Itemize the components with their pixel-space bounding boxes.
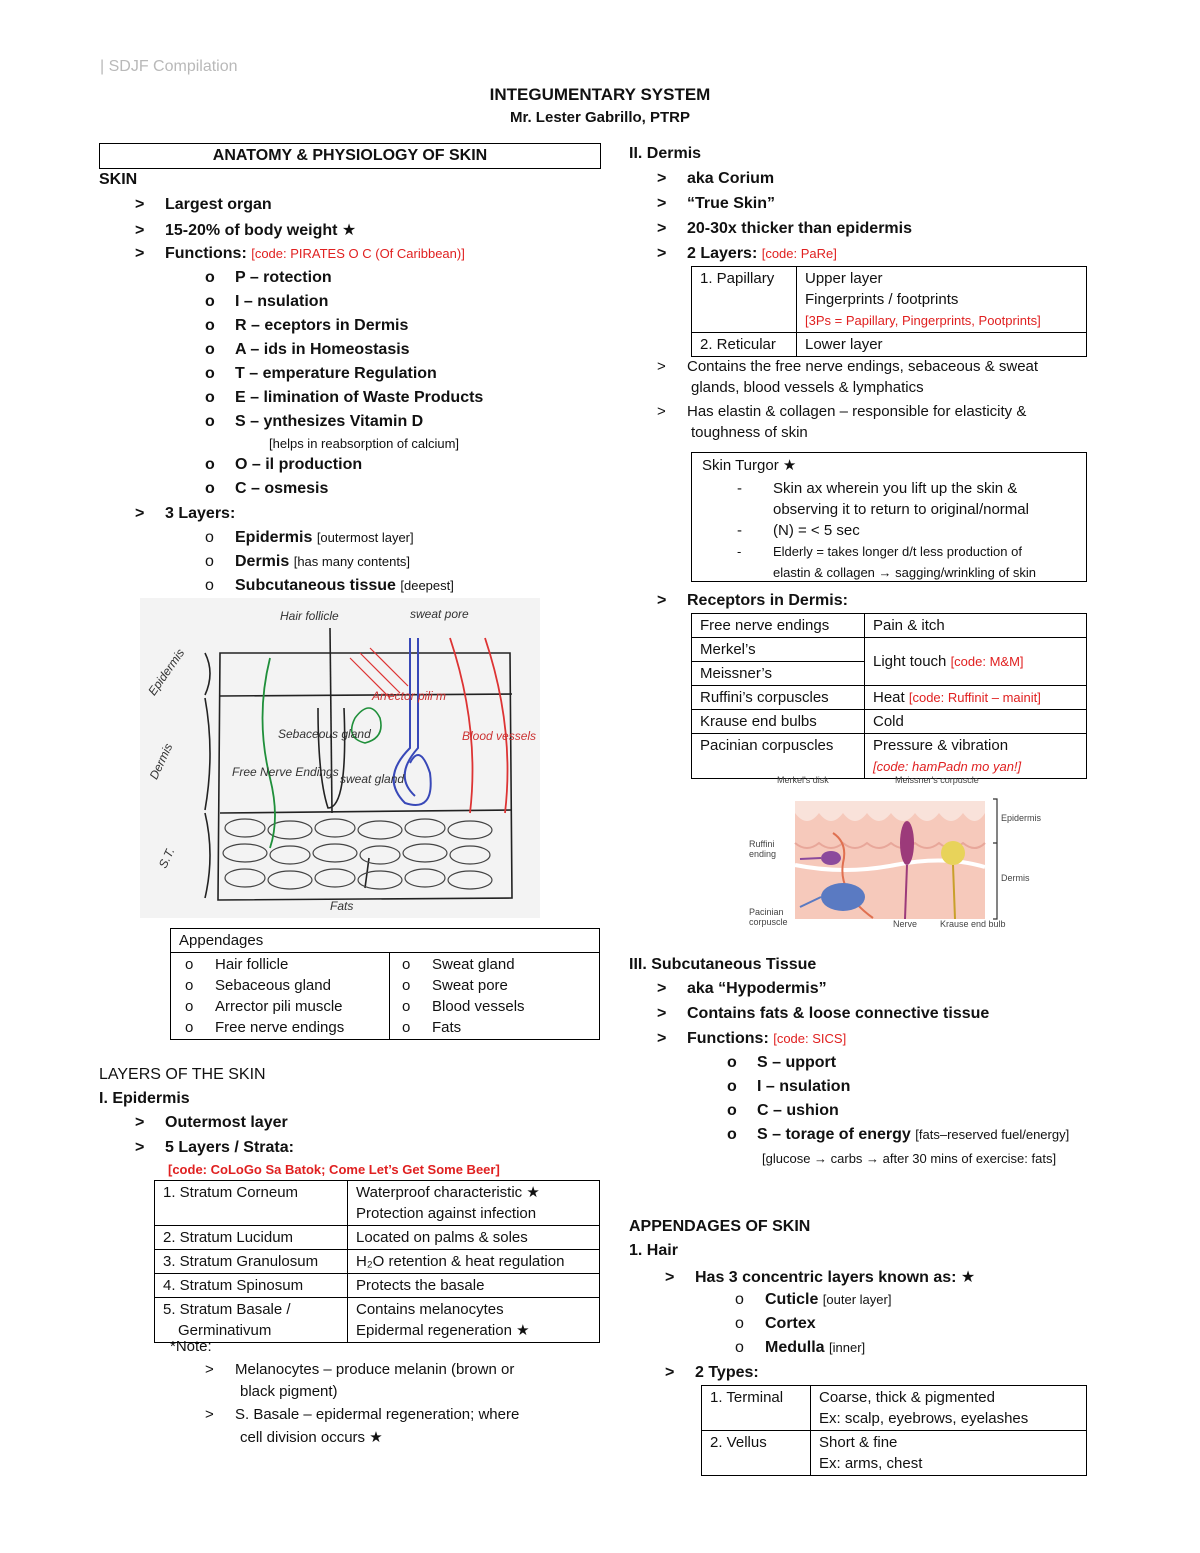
layers-heading: LAYERS OF THE SKIN [99, 1066, 266, 1083]
stratum-name: 4. Stratum Spinosum [155, 1274, 348, 1298]
hair-layer: o Medulla [inner] [735, 1339, 866, 1356]
skin-turgor-box [691, 452, 1087, 582]
function-item: o C – osmesis [205, 480, 329, 497]
note-label: *Note: [170, 1338, 212, 1355]
diagram2-label: corpuscle [749, 917, 788, 927]
layer-item: o Epidermis [outermost layer] [205, 529, 414, 546]
receptor-func: Pain & itch [865, 614, 1087, 638]
note-item: black pigment) [240, 1383, 338, 1400]
receptor-name: Meissner’s [692, 662, 865, 686]
receptors-diagram [745, 773, 1065, 933]
diagram2-label: Pacinian [749, 907, 784, 917]
dermis-point: > aka Corium [657, 170, 775, 187]
papillary-name: 1. Papillary [692, 267, 797, 333]
note-item: > Melanocytes – produce melanin (brown or [205, 1361, 515, 1378]
dermis-layers-label: > 2 Layers: [code: PaRe] [657, 245, 837, 262]
diagram2-label: Ruffini [749, 839, 775, 849]
function-item: o O – il production [205, 456, 363, 473]
epi-point: > 5 Layers / Strata: [135, 1139, 294, 1156]
receptor-name: Krause end bulbs [692, 710, 865, 734]
epi-point: > Outermost layer [135, 1114, 288, 1131]
skin-point: > Largest organ [135, 196, 272, 213]
hair-layer: o Cuticle [outer layer] [735, 1291, 892, 1308]
diagram2-label: Nerve [893, 919, 918, 929]
diagram2-label: Dermis [1001, 873, 1030, 883]
diagram-label: Epidermis [145, 646, 188, 698]
diagram2-label: Krause end bulb [940, 919, 1006, 929]
function-item: o I – nsulation [205, 293, 329, 310]
hair-types-table [701, 1385, 1087, 1476]
stratum-name: 5. Stratum Basale / Germinativum [155, 1298, 348, 1343]
receptor-func: Cold [865, 710, 1087, 734]
strata-code: [code: CoLoGo Sa Batok; Come Let’s Get Some Beer] [168, 1162, 500, 1177]
layer-item: o Dermis [has many contents] [205, 553, 411, 570]
stratum-name: 1. Stratum Corneum [155, 1181, 348, 1226]
layers-label: > 3 Layers: [135, 505, 236, 522]
skin-functions: > Functions: [code: PIRATES O C (Of Caribbean)] [135, 245, 465, 262]
dermis-layers-table [691, 266, 1087, 357]
subq-functions: > Functions: [code: SICS] [657, 1030, 847, 1047]
diagram2-label: Merkel's disk [777, 775, 829, 785]
skin-layers-diagram [140, 598, 540, 918]
hair-type-name: 1. Terminal [702, 1386, 811, 1431]
dermis-point: > “True Skin” [657, 195, 776, 212]
function-item: o S – ynthesizes Vitamin D [205, 413, 424, 430]
stratum-desc: H₂O retention & heat regulation [348, 1250, 600, 1274]
stratum-desc: Protects the basale [348, 1274, 600, 1298]
function-item: o P – rotection [205, 269, 332, 286]
appendages-left: o Hair follicle o Sebaceous gland o Arrector pili muscle o Free nerve endings [171, 953, 390, 1040]
dermis-point: > 20-30x thicker than epidermis [657, 220, 912, 237]
hair-layer: o Cortex [735, 1315, 816, 1332]
hair-type-desc: Short & fine Ex: arms, chest [811, 1431, 1087, 1476]
turgor-item: - Skin ax wherein you lift up the skin & [737, 480, 1018, 497]
note-item: cell division occurs ★ [240, 1429, 383, 1446]
receptor-func: Heat [code: Ruffinit – mainit] [865, 686, 1087, 710]
receptors-label: > Receptors in Dermis: [657, 592, 848, 609]
header-tag: | SDJF Compilation [100, 58, 238, 75]
diagram2-label: ending [749, 849, 777, 859]
dermis-contains: glands, blood vessels & lymphatics [691, 379, 924, 396]
diagram-label: sweat gland [340, 772, 405, 786]
receptor-name: Free nerve endings [692, 614, 865, 638]
diagram-label: Arrector pili m [372, 689, 447, 703]
appendages-heading: APPENDAGES OF SKIN [629, 1218, 811, 1235]
dermis-has: > Has elastin & collagen – responsible for elasticity & [657, 403, 1027, 420]
diagram-label: Free Nerve Endings [232, 765, 339, 779]
reticular-desc: Lower layer [797, 333, 1087, 357]
appendages-table [170, 928, 600, 1040]
appendages-title: Appendages [171, 929, 600, 953]
turgor-item: observing it to return to original/normal [773, 501, 1029, 518]
turgor-item: elastin & collagen → sagging/wrinkling of skin [773, 565, 1037, 580]
subq-heading: III. Subcutaneous Tissue [629, 956, 817, 973]
section-box: ANATOMY & PHYSIOLOGY OF SKIN [99, 143, 601, 169]
diagram-label: sweat pore [410, 607, 469, 621]
hair-point: > Has 3 concentric layers known as: ★ [665, 1269, 976, 1286]
strata-table [154, 1180, 600, 1343]
layer-item: o Subcutaneous tissue [deepest] [205, 577, 454, 594]
subq-function: o I – nsulation [727, 1078, 851, 1095]
diagram-label: Fats [330, 899, 354, 913]
receptors-table [691, 613, 1087, 779]
diagram-label: Dermis [146, 741, 176, 782]
subq-function: o S – torage of energy [fats–reserved fuel/energy] [727, 1126, 1070, 1143]
diagram-label: Hair follicle [280, 609, 339, 623]
dermis-has: toughness of skin [691, 424, 808, 441]
stratum-desc: Waterproof characteristic ★ Protection against infection [348, 1181, 600, 1226]
turgor-item: - (N) = < 5 sec [737, 522, 860, 539]
stratum-name: 2. Stratum Lucidum [155, 1226, 348, 1250]
subq-function: o S – upport [727, 1054, 837, 1071]
function-item: o A – ids in Homeostasis [205, 341, 410, 358]
subq-point: > Contains fats & loose connective tissue [657, 1005, 990, 1022]
diagram-label: Blood vessels [462, 729, 537, 743]
author: Mr. Lester Gabrillo, PTRP [509, 109, 691, 126]
diagram2-label: Meissner's corpuscle [895, 775, 979, 785]
hair-type-desc: Coarse, thick & pigmented Ex: scalp, eyebrows, eyelashes [811, 1386, 1087, 1431]
function-item: o T – emperature Regulation [205, 365, 437, 382]
stratum-desc: Contains melanocytes Epidermal regeneration ★ [348, 1298, 600, 1343]
receptor-name: Pacinian corpuscles [692, 734, 865, 779]
hair-heading: 1. Hair [629, 1242, 678, 1259]
papillary-desc: Upper layer Fingerprints / footprints [3Ps = Papillary, Pingerprints, Pootprints] [797, 267, 1087, 333]
function-item: o E – limination of Waste Products [205, 389, 484, 406]
page-title: INTEGUMENTARY SYSTEM [489, 85, 711, 104]
diagram-label: Sebaceous gland [278, 727, 371, 741]
receptor-name: Merkel’s [692, 638, 865, 662]
turgor-title: Skin Turgor ★ [702, 457, 797, 474]
note-item: > S. Basale – epidermal regeneration; where [205, 1406, 520, 1423]
diagram2-label: Epidermis [1001, 813, 1042, 823]
skin-heading: SKIN [99, 171, 138, 188]
stratum-desc: Located on palms & soles [348, 1226, 600, 1250]
turgor-item: - Elderly = takes longer d/t less production of [737, 544, 1022, 559]
vitd-note: [helps in reabsorption of calcium] [269, 436, 460, 451]
diagram-label: S.T. [155, 845, 178, 871]
epidermis-heading: I. Epidermis [99, 1090, 190, 1107]
hair-types-label: > 2 Types: [665, 1364, 759, 1381]
appendages-right: o Sweat gland o Sweat pore o Blood vessels o Fats [390, 953, 600, 1040]
receptor-name: Ruffini’s corpuscles [692, 686, 865, 710]
hair-type-name: 2. Vellus [702, 1431, 811, 1476]
energy-note: [glucose → carbs → after 30 mins of exercise: fats] [762, 1151, 1057, 1166]
dermis-heading: II. Dermis [629, 145, 702, 162]
receptor-func: Pressure & vibration [code: hamPadn mo yan!] [865, 734, 1087, 779]
dermis-contains: > Contains the free nerve endings, sebaceous & sweat [657, 358, 1039, 375]
receptor-func: Light touch [code: M&M] [865, 638, 1087, 686]
skin-point: > 15-20% of body weight ★ [135, 222, 357, 239]
function-item: o R – eceptors in Dermis [205, 317, 409, 334]
stratum-name: 3. Stratum Granulosum [155, 1250, 348, 1274]
subq-point: > aka “Hypodermis” [657, 980, 827, 997]
subq-function: o C – ushion [727, 1102, 839, 1119]
reticular-name: 2. Reticular [692, 333, 797, 357]
